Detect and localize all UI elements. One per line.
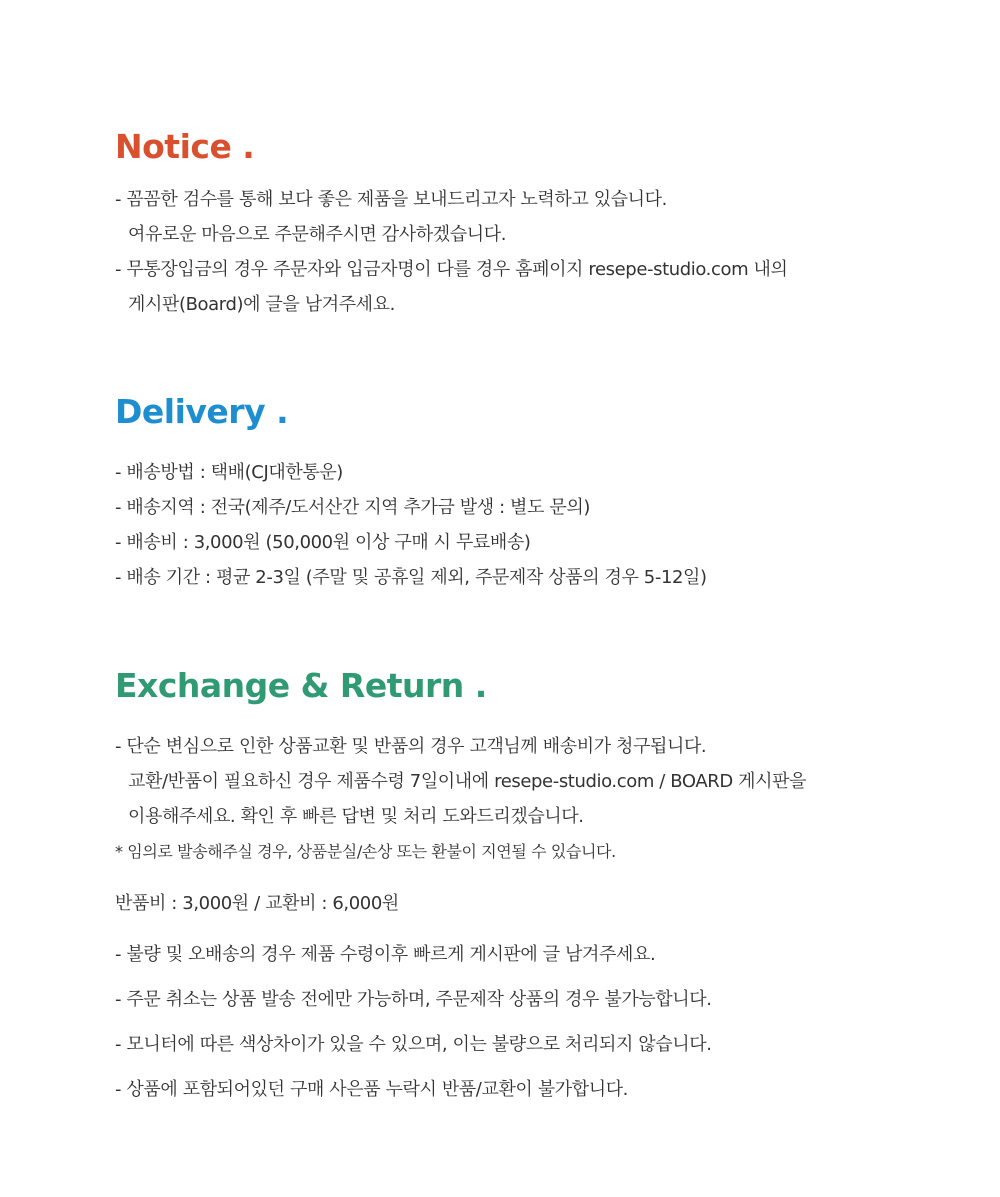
exchange-bullet: - 모니터에 따른 색상차이가 있을 수 있으며, 이는 불량으로 처리되지 않습니다. — [115, 1034, 712, 1055]
notice-title: Notice . — [115, 127, 255, 166]
exchange-title: Exchange & Return . — [115, 666, 487, 705]
exchange-line: 교환/반품이 필요하신 경우 제품수령 7일이내에 resepe-studio.com / BOARD 게시판을 — [128, 771, 807, 792]
delivery-line: - 배송지역 : 전국(제주/도서산간 지역 추가금 발생 : 별도 문의) — [115, 497, 590, 518]
delivery-section — [115, 392, 288, 432]
exchange-note-wrap — [115, 834, 616, 870]
exchange-body — [115, 729, 806, 834]
notice-section — [115, 127, 254, 167]
exchange-fees-wrap — [115, 886, 399, 921]
exchange-bullet: - 상품에 포함되어있던 구매 사은품 누락시 반품/교환이 불가합니다. — [115, 1079, 629, 1100]
exchange-section — [115, 666, 487, 706]
notice-body — [115, 182, 788, 322]
exchange-bullet: - 불량 및 오배송의 경우 제품 수령이후 빠르게 게시판에 글 남겨주세요. — [115, 944, 656, 965]
notice-line: - 무통장입금의 경우 주문자와 입금자명이 다를 경우 홈페이지 resepe-studio.com 내의 — [115, 259, 788, 280]
exchange-note: * 임의로 발송해주실 경우, 상품분실/손상 또는 환불이 지연될 수 있습니다. — [115, 842, 616, 861]
delivery-line: - 배송비 : 3,000원 (50,000원 이상 구매 시 무료배송) — [115, 532, 531, 553]
delivery-body — [115, 455, 707, 595]
exchange-bullet: - 주문 취소는 상품 발송 전에만 가능하며, 주문제작 상품의 경우 불가능합니다. — [115, 989, 712, 1010]
delivery-line: - 배송 기간 : 평균 2-3일 (주말 및 공휴일 제외, 주문제작 상품의 경우 5-12일) — [115, 567, 707, 588]
exchange-line: - 단순 변심으로 인한 상품교환 및 반품의 경우 고객님께 배송비가 청구됩니다. — [115, 736, 707, 757]
notice-line: 여유로운 마음으로 주문해주시면 감사하겠습니다. — [128, 224, 507, 245]
notice-line: 게시판(Board)에 글을 남겨주세요. — [128, 294, 395, 315]
exchange-fees: 반품비 : 3,000원 / 교환비 : 6,000원 — [115, 893, 399, 914]
delivery-title: Delivery . — [115, 392, 289, 431]
exchange-line: 이용해주세요. 확인 후 빠른 답변 및 처리 도와드리겠습니다. — [128, 806, 584, 827]
delivery-line: - 배송방법 : 택배(CJ대한통운) — [115, 462, 343, 483]
exchange-bullets — [115, 937, 712, 1107]
notice-line: - 꼼꼼한 검수를 통해 보다 좋은 제품을 보내드리고자 노력하고 있습니다. — [115, 189, 667, 210]
